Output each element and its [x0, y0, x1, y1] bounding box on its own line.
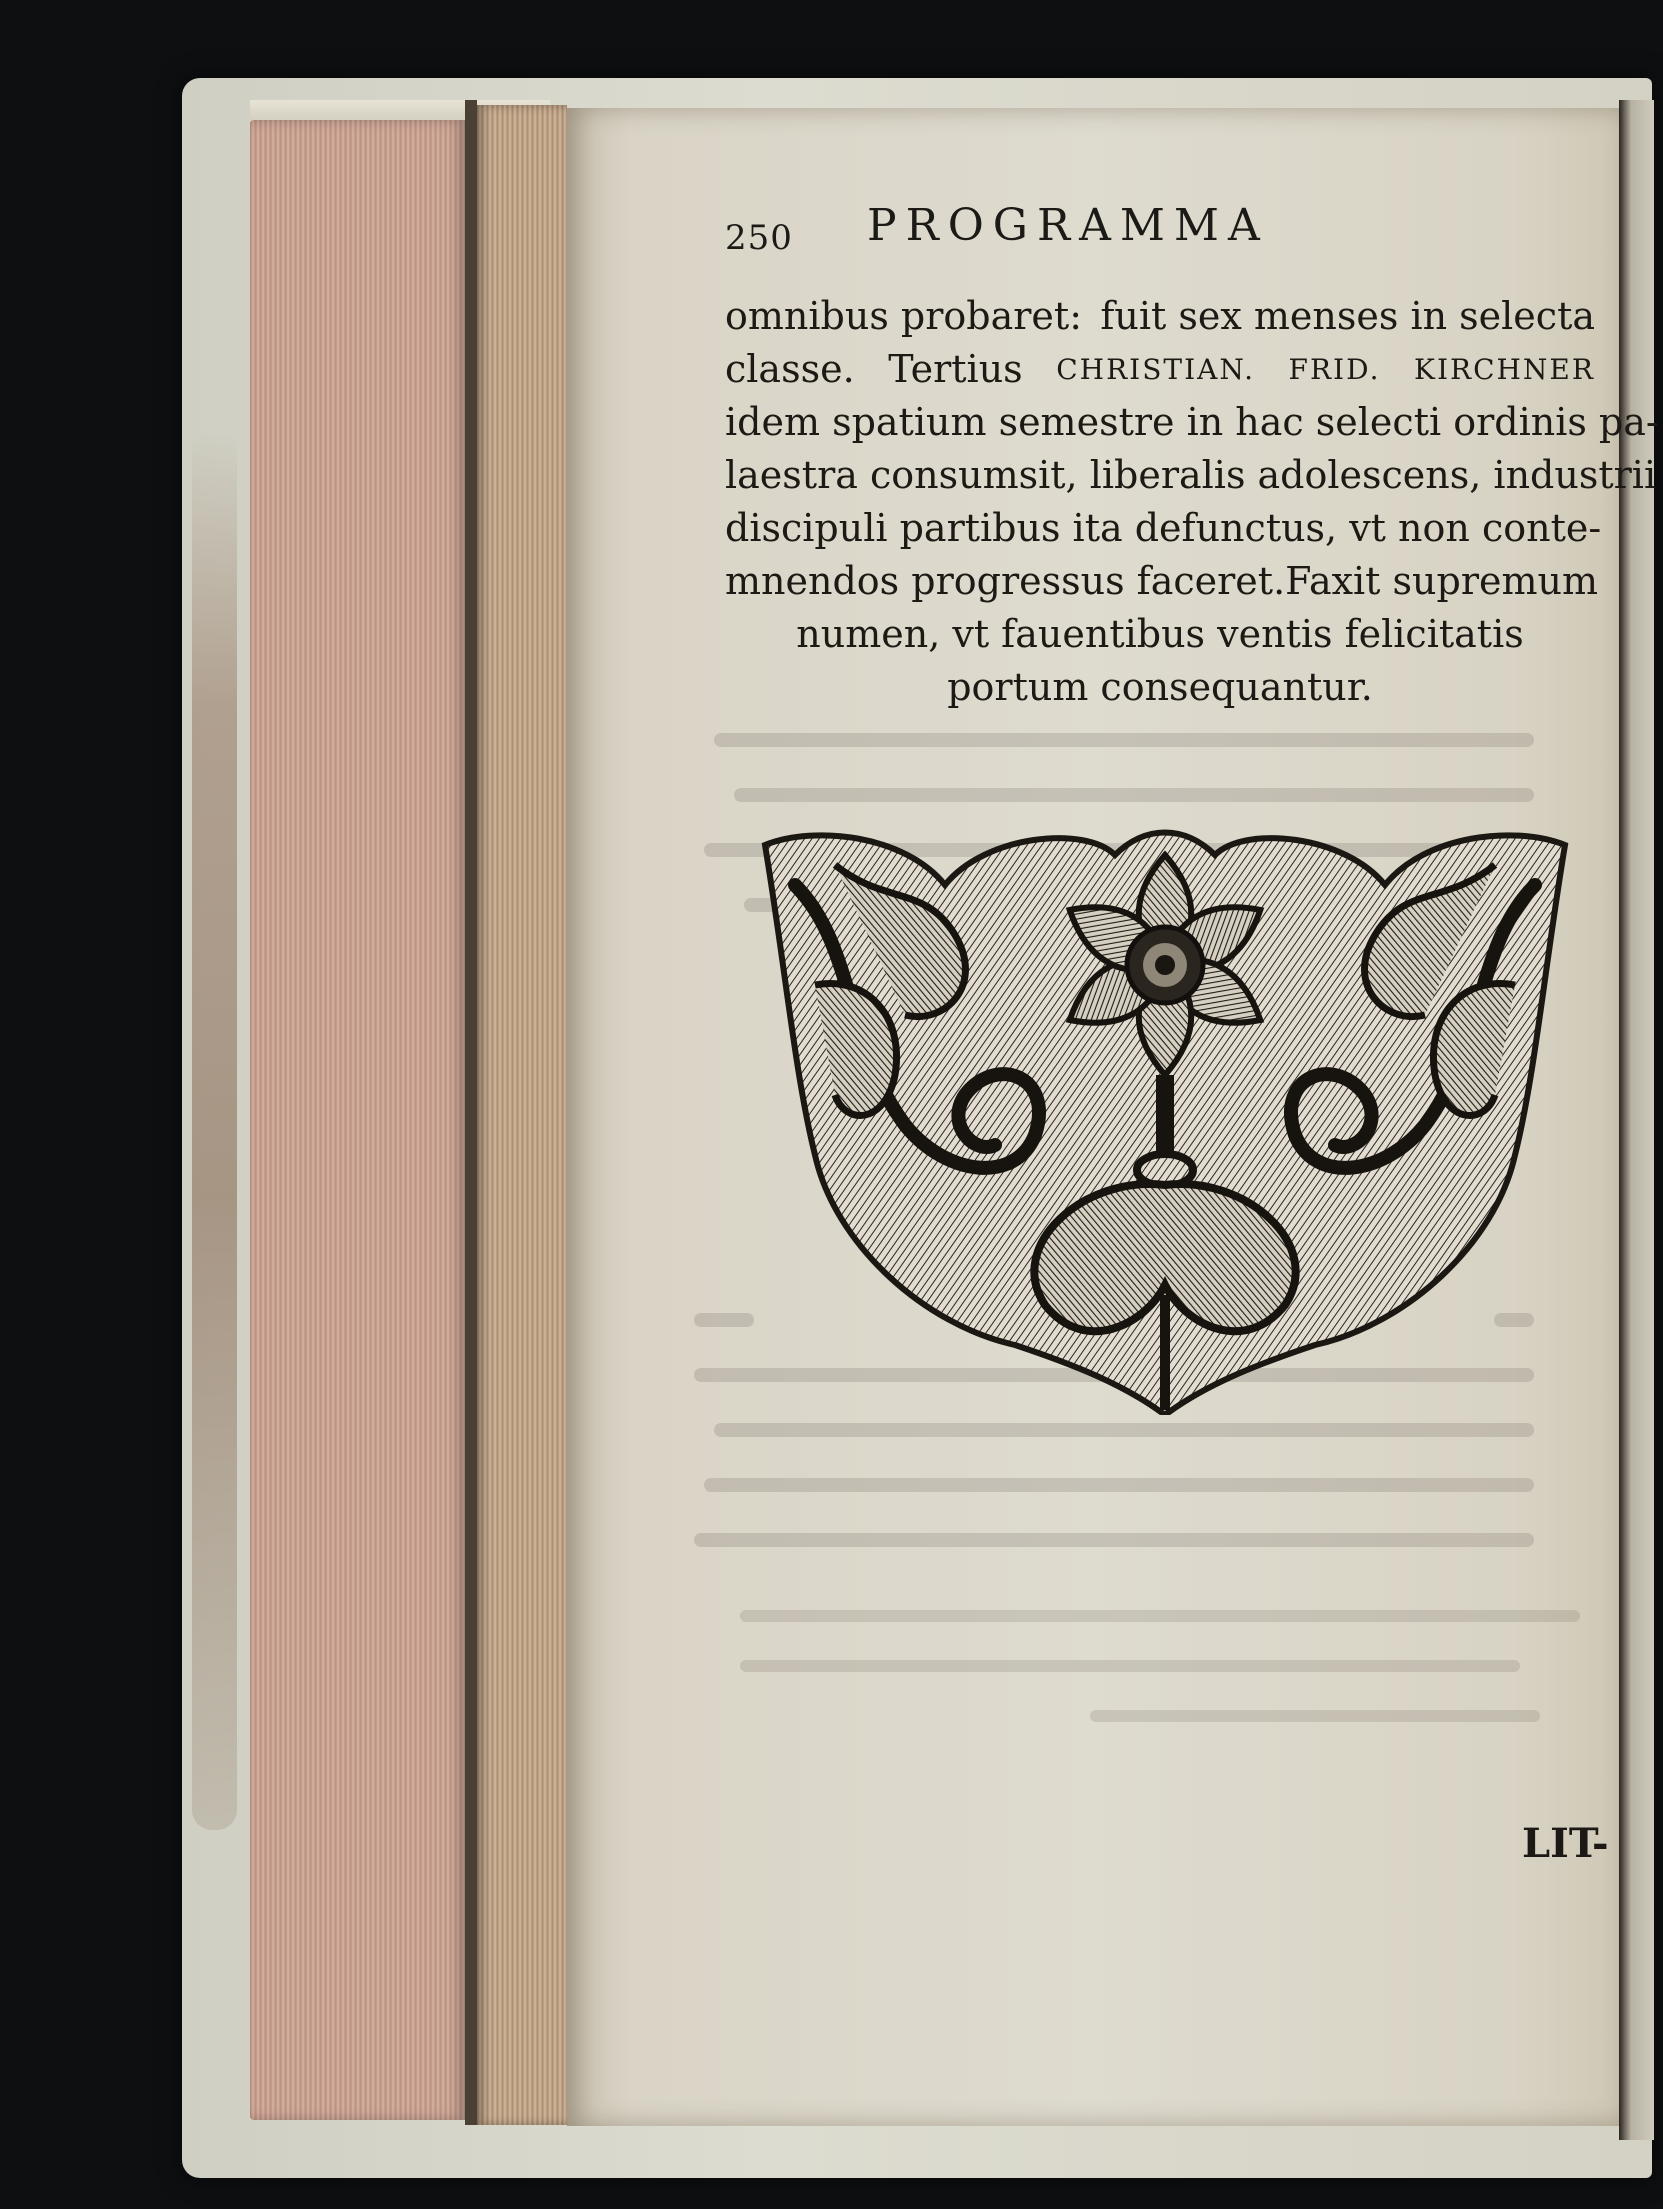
name-smallcaps: KIRCHNER	[1414, 353, 1595, 386]
text-line	[725, 396, 1659, 449]
text-segment: fuit sex menses in selecta	[1100, 294, 1595, 338]
text-segment: portum consequantur.	[947, 665, 1373, 709]
text-line	[725, 502, 1602, 555]
text-line	[725, 449, 1657, 502]
text-line	[725, 343, 1595, 396]
running-head	[725, 200, 1425, 260]
red-page-edges	[250, 120, 465, 2120]
text-segment: Tertius	[888, 347, 1023, 391]
text-segment: numen, vt fauentibus ventis felicitatis	[796, 612, 1524, 656]
body-text	[725, 290, 1659, 714]
catchword: LIT-	[1522, 1820, 1609, 1867]
page-number: 250	[725, 218, 793, 258]
text-segment: Faxit supremum	[1285, 559, 1599, 603]
text-line	[725, 608, 1595, 661]
text-segment: discipuli partibus ita defunctus, vt non conte-	[725, 506, 1602, 550]
bleed-through-footnotes	[730, 1600, 1590, 1800]
text-segment: mnendos progressus faceret.	[725, 559, 1286, 603]
text-segment: classe.	[725, 347, 855, 391]
woodcut-ornament	[755, 825, 1575, 1415]
text-line	[725, 290, 1595, 343]
name-smallcaps: FRID.	[1288, 353, 1381, 386]
text-line	[725, 555, 1599, 608]
text-segment: laestra consumsit, liberalis adolescens, industrii	[725, 453, 1657, 497]
text-segment: idem spatium semestre in hac selecti ordinis pa-	[725, 400, 1659, 444]
running-head-title: PROGRAMMA	[867, 200, 1269, 251]
gutter	[465, 100, 477, 2125]
text-line	[725, 661, 1595, 714]
name-smallcaps: CHRISTIAN.	[1056, 353, 1255, 386]
cover-stain	[192, 430, 237, 1830]
inner-page-edges	[477, 105, 567, 2125]
text-segment: omnibus probaret:	[725, 294, 1082, 338]
